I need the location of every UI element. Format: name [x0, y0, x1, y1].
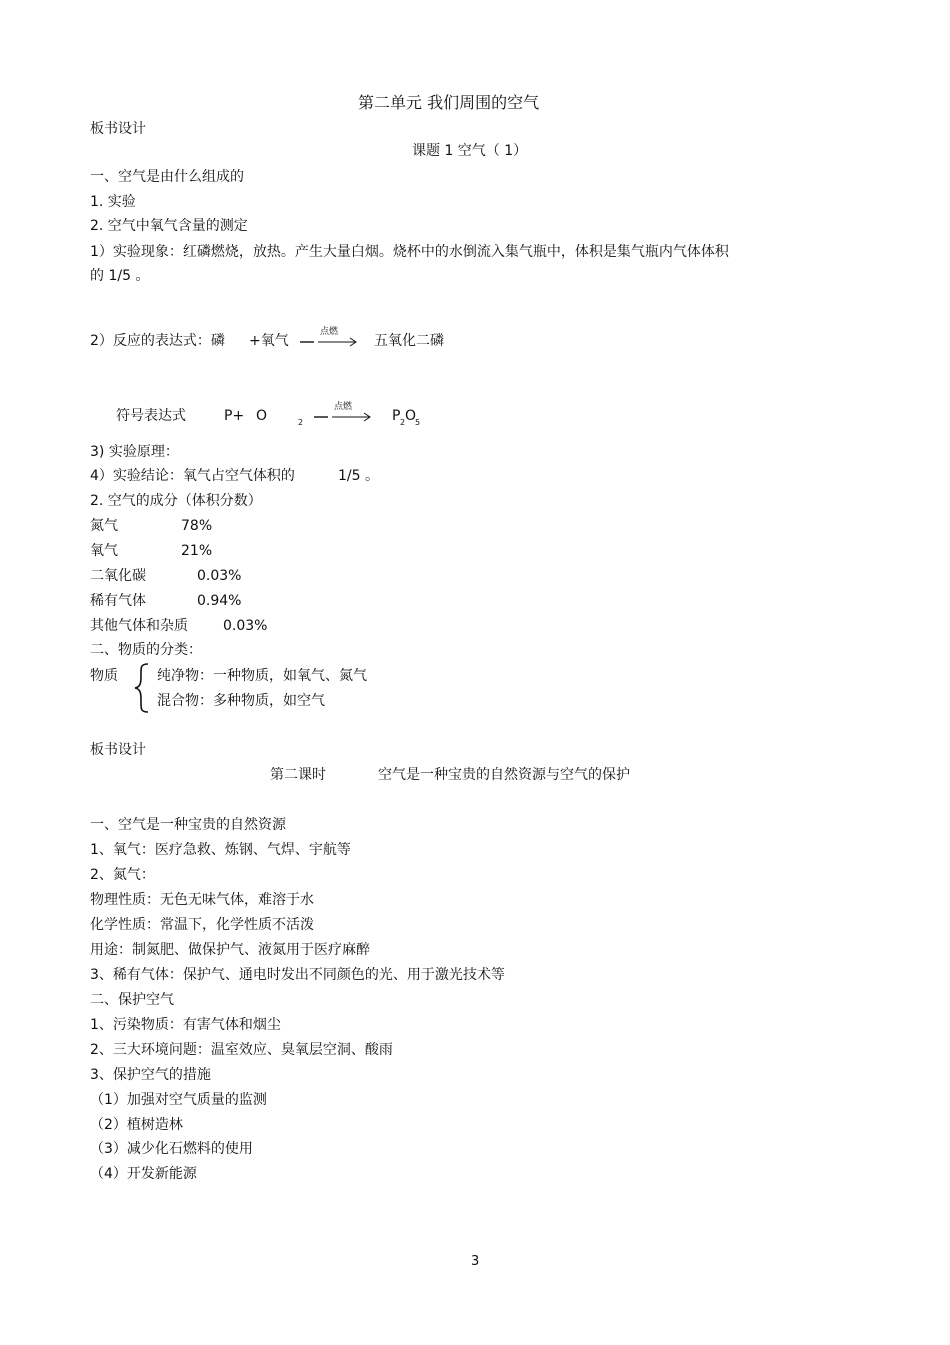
experiment-conclusion: 4）实验结论：氧气占空气体积的 [90, 468, 295, 484]
symbol-phosphorus: P+ [224, 408, 245, 424]
pure-substance: 纯净物：一种物质，如氧气、氮气 [157, 668, 367, 684]
gas-value: 0.03% [223, 618, 268, 634]
page-title: 第二单元 我们周围的空气 [358, 93, 540, 112]
lesson-title: 课题 1 空气（ 1） [412, 143, 528, 159]
gas-value: 78% [181, 518, 213, 534]
gas-value: 0.94% [197, 593, 242, 609]
content-line: 用途：制氮肥、做保护气、液氮用于医疗麻醉 [90, 942, 370, 958]
matter-label: 物质 [90, 668, 118, 684]
symbol-oxygen-subscript: 2 [298, 418, 304, 427]
reaction-arrow-icon [300, 336, 360, 348]
item-oxygen-measurement: 2. 空气中氧气含量的测定 [90, 218, 248, 234]
ignite-condition-symbol: 点燃 [334, 402, 353, 412]
classification-heading: 二、物质的分类： [90, 642, 202, 658]
section-heading-composition: 一、空气是由什么组成的 [90, 169, 244, 185]
air-composition-heading: 2. 空气的成分（体积分数） [90, 493, 262, 509]
content-line: 1、污染物质：有害气体和烟尘 [90, 1017, 281, 1033]
gas-value: 0.03% [197, 568, 242, 584]
content-line: 一、空气是一种宝贵的自然资源 [90, 817, 286, 833]
page-number: 3 [471, 1254, 480, 1269]
content-line: 物理性质：无色无味气体，难溶于水 [90, 892, 314, 908]
ignite-condition: 点燃 [320, 327, 339, 337]
phenomenon-line-1: 1）实验现象：红磷燃烧，放热。产生大量白烟。烧杯中的水倒流入集气瓶中，体积是集气瓶内气体体积 [90, 244, 729, 260]
mixture: 混合物：多种物质，如空气 [157, 693, 325, 709]
content-line: 化学性质：常温下，化学性质不活泼 [90, 917, 314, 933]
reaction-expression-label: 2）反应的表达式：磷 [90, 333, 225, 349]
lesson-2-title: 空气是一种宝贵的自然资源与空气的保护 [378, 767, 630, 783]
gas-name: 二氧化碳 [90, 568, 146, 584]
content-line: 3、保护空气的措施 [90, 1067, 211, 1083]
content-line: （3）减少化石燃料的使用 [90, 1141, 253, 1157]
content-line: 二、保护空气 [90, 992, 174, 1008]
symbol-product-p-subscript: 2 [400, 418, 406, 427]
content-line: （1）加强对空气质量的监测 [90, 1092, 267, 1108]
phenomenon-line-2: 的 1/5 。 [90, 268, 150, 284]
symbol-oxygen: O [256, 408, 268, 424]
content-line: 3、稀有气体：保护气、通电时发出不同颜色的光、用于激光技术等 [90, 967, 505, 983]
symbol-product-p: P [392, 408, 401, 424]
curly-brace-icon [132, 662, 152, 714]
symbol-product-o-subscript: 5 [415, 418, 421, 427]
content-line: 1、氧气：医疗急救、炼钢、气焊、宇航等 [90, 842, 351, 858]
gas-name: 氧气 [90, 543, 118, 559]
content-line: （4）开发新能源 [90, 1166, 197, 1182]
content-line: （2）植树造林 [90, 1117, 183, 1133]
lesson-2-label: 第二课时 [270, 767, 326, 783]
symbol-product-o: O [405, 408, 417, 424]
board-design-label-2: 板书设计 [90, 742, 146, 758]
gas-value: 21% [181, 543, 213, 559]
gas-name: 其他气体和杂质 [90, 618, 188, 634]
item-experiment: 1. 实验 [90, 194, 136, 210]
board-design-label: 板书设计 [90, 121, 146, 137]
content-line: 2、三大环境问题：温室效应、臭氧层空洞、酸雨 [90, 1042, 393, 1058]
reaction-product: 五氧化二磷 [374, 333, 444, 349]
gas-name: 稀有气体 [90, 593, 146, 609]
content-line: 2、氮气： [90, 867, 155, 883]
gas-name: 氮气 [90, 518, 118, 534]
experiment-conclusion-value: 1/5 。 [338, 468, 379, 484]
experiment-principle: 3) 实验原理： [90, 444, 179, 460]
symbol-arrow-icon [314, 411, 374, 423]
symbol-expression-label: 符号表达式 [116, 408, 186, 424]
reaction-plus-oxygen: +氧气 [249, 333, 289, 349]
